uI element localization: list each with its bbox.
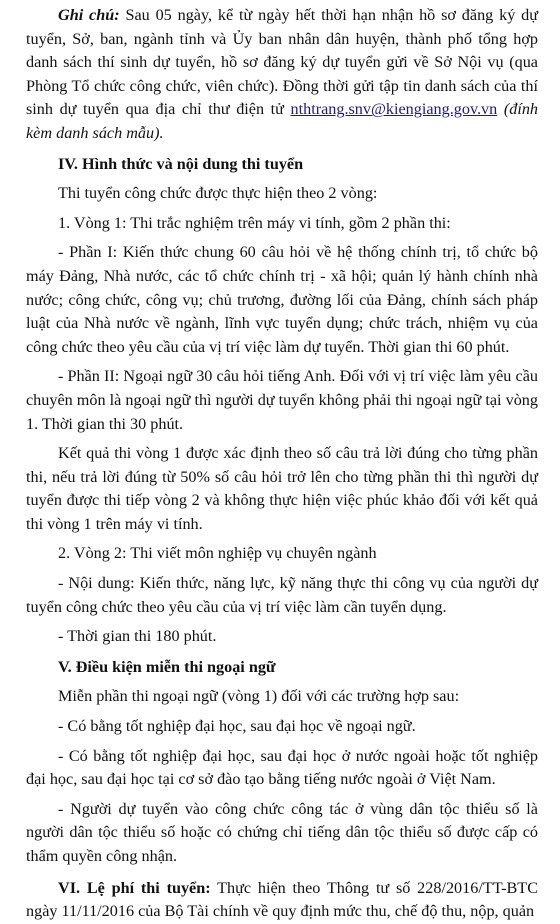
section-4-intro: Thi tuyển công chức được thực hiện theo 2 vòng: (58, 184, 378, 203)
exemption-item-2: - Có bằng tốt nghiệp đại học, sau đại học ở nước ngoài hoặc tốt nghiệp đại học, sau đại học tại cơ sở đào tạo bằng tiếng nước ngoài ở Việt Nam. (26, 746, 538, 789)
section-5-heading: V. Điều kiện miễn thi ngoại ngữ (58, 657, 276, 676)
section-5-intro: Miễn phần thi ngoại ngữ (vòng 1) đối với các trường hợp sau: (58, 687, 460, 706)
email-link[interactable]: nthtrang.snv@kiengiang.gov.vn (290, 100, 498, 119)
part-1-paragraph: - Phần I: Kiến thức chung 60 câu hỏi về hệ thống chính trị, tổ chức bộ máy Đảng, Nhà nước, các tổ chức chính trị - xã hội; quản lý hành chính nhà nước; công chức, công vụ; chủ trương, đường lối của Đảng, chính sách pháp luật của Nhà nước về ngành, lĩnh vực tuyển dụng; chức trách, nhiệm vụ của công chức theo yêu cầu của vị trí việc làm dự tuyển. Thời gian thi 60 phút. (26, 243, 538, 356)
round-1-result-paragraph: Kết quả thi vòng 1 được xác định theo số câu trả lời đúng cho từng phần thi, nếu trả lời đúng từ 50% số câu hỏi trở lên cho từng phần thi thì người dự tuyển được thi tiếp vòng 2 và không thực hiện việc phúc khảo đối với kết quả thi vòng 1 trên máy vi tính. (26, 444, 538, 533)
exemption-item-3: - Người dự tuyển vào công chức công tác ở vùng dân tộc thiểu số là người dân tộc thiểu số hoặc có chứng chỉ tiếng dân tộc thiểu số được cấp có thẩm quyền công nhận. (26, 799, 538, 865)
note-paragraph (26, 4, 538, 146)
note-text: Sau 05 ngày, kể từ ngày hết thời hạn nhận hồ sơ đăng ký dự tuyển, Sở, ban, ngành tỉnh và Ủy ban nhân dân huyện, thành phố tổng hợp danh sách thí sinh dự tuyển, hồ sơ đăng ký dự tuyển gửi về Sở Nội vụ (qua Phòng Tổ chức công chức, viên chức). Đồng thời gửi tập tin danh sách của thí sinh dự tuyển qua địa chỉ thư điện tử (26, 6, 538, 119)
round-1-title: 1. Vòng 1: Thi trắc nghiệm trên máy vi tính, gồm 2 phần thi: (58, 213, 451, 232)
exemption-item-1: - Có bằng tốt nghiệp đại học, sau đại học về ngoại ngữ. (58, 717, 416, 736)
section-6-heading: VI. Lệ phí thi tuyển: (58, 878, 211, 897)
section-4-heading: IV. Hình thức và nội dung thi tuyển (58, 154, 304, 173)
round-2-content: - Nội dung: Kiến thức, năng lực, kỹ năng thực thi công vụ của người dự tuyển công chức theo yêu cầu của vị trí việc làm cần tuyển dụng. (26, 574, 538, 616)
note-suffix: (đính kèm danh sách mẫu). (26, 100, 539, 142)
note-label: Ghi chú: (58, 6, 120, 24)
section-6-paragraph (26, 877, 538, 924)
part-2-paragraph: - Phần II: Ngoại ngữ 30 câu hỏi tiếng Anh. Đối với vị trí việc làm yêu cầu chuyên môn là ngoại ngữ thì người dự tuyển không phải thi ngoại ngữ tại vòng 1. Thời gian thi 30 phút. (26, 367, 538, 433)
section-6-text: Thực hiện theo Thông tư số 228/2016/TT-BTC ngày 11/11/2016 của Bộ Tài chính về quy định mức thu, chế độ thu, nộp, quản (26, 878, 538, 921)
round-2-title: 2. Vòng 2: Thi viết môn nghiệp vụ chuyên ngành (58, 544, 377, 563)
round-2-time: - Thời gian thi 180 phút. (58, 627, 217, 646)
